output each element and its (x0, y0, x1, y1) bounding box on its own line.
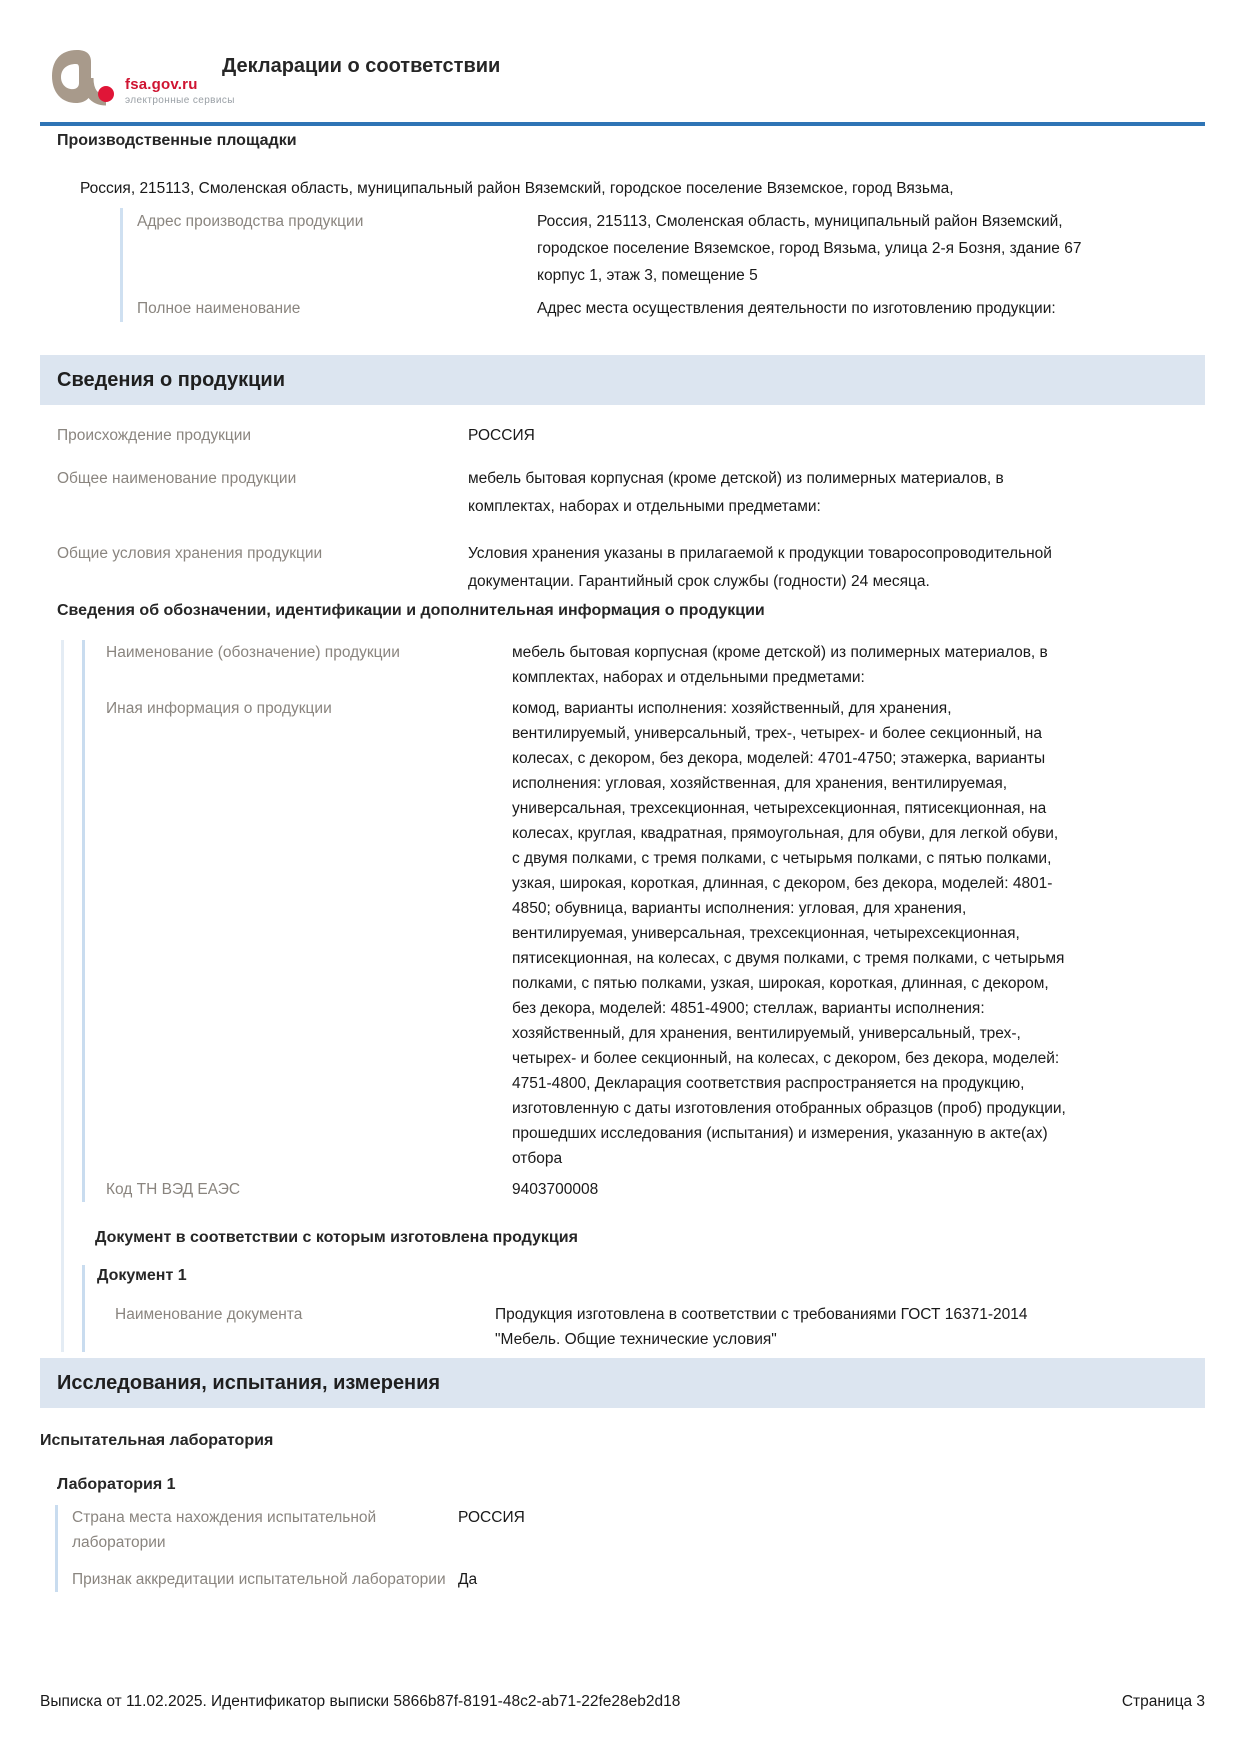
page-title: Декларации о соответствии (222, 55, 501, 77)
extract-info: Выписка от 11.02.2025. Идентификатор выписки 5866b87f-8191-48c2-ab71-22fe28eb2d18 (40, 1693, 681, 1710)
field-label: Общие условия хранения продукции (57, 545, 323, 562)
designation-rail (61, 640, 1205, 1352)
production-site-fields (120, 208, 1120, 322)
field-label: Иная информация о продукции (106, 700, 332, 717)
subheading-designation-info: Сведения об обозначении, идентификации и дополнительная информация о продукции (57, 602, 765, 619)
section-bar-product-info: Сведения о продукции (40, 355, 1205, 405)
field-value: мебель бытовая корпусная (кроме детской) из полимерных материалов, в комплектах, наборах и отдельными предметами: (512, 644, 1048, 686)
field-full-name (137, 295, 1120, 322)
field-lab-country (72, 1505, 1018, 1555)
document-1-block (82, 1265, 1205, 1352)
page-header (40, 48, 1205, 106)
field-value: 9403700008 (512, 1181, 599, 1198)
field-storage-conditions (57, 540, 1075, 596)
field-document-name (97, 1302, 1075, 1352)
fsa-tagline-text: электронные сервисы (125, 95, 235, 106)
section-bar-research: Исследования, испытания, измерения (40, 1358, 1205, 1408)
field-value: Продукция изготовлена в соответствии с требованиями ГОСТ 16371-2014 "Мебель. Общие технические условия" (495, 1306, 1028, 1348)
fsa-logo (48, 48, 248, 106)
field-value: РОССИЯ (468, 427, 535, 444)
production-site-intro-value: Россия, 215113, Смоленская область, муниципальный район Вяземский, городское поселение Вяземское, город Вязьма, (80, 180, 954, 197)
section-heading-production-sites: Производственные площадки (57, 132, 297, 149)
laboratory-1-title: Лаборатория 1 (57, 1476, 176, 1493)
field-tnved-code (106, 1177, 1066, 1202)
field-value: Адрес места осуществления деятельности по изготовлению продукции: (537, 300, 1056, 317)
fsa-logo-icon (48, 48, 116, 106)
field-value: РОССИЯ (458, 1509, 525, 1526)
field-label: Адрес производства продукции (137, 213, 364, 230)
field-value: Россия, 215113, Смоленская область, муниципальный район Вяземский, городское поселение Вяземское, город Вязьма, улица 2-я Бозня, здание 67 корпус 1, этаж 3, помещение 5 (537, 213, 1082, 284)
field-other-product-info (106, 696, 1066, 1171)
field-value: Да (458, 1571, 478, 1588)
field-product-common-name (57, 465, 1075, 521)
field-label: Наименование (обозначение) продукции (106, 644, 400, 661)
field-lab-accreditation (72, 1567, 1018, 1592)
laboratory-1-fields (55, 1505, 1018, 1592)
header-divider (40, 122, 1205, 126)
subheading-manufacturing-document: Документ в соответствии с которым изготовлена продукция (95, 1229, 578, 1246)
field-value: комод, варианты исполнения: хозяйственный, для хранения, вентилируемый, универсальный, трех-, четырех- и более секционный, на колесах, с декором, без декора, моделей: 4701-4750; этажерка, варианты исполнения: угловая, хозяйственная, для хранения, вентилируемая, универсальная, трехсекционная, четырехсекционная, пятисекционная, на колесах, круглая, квадратная, прямоугольная, для обуви, для легкой обуви, с двумя полками, с тремя полками, с четырьмя полками, с пятью полками, узкая, широкая, короткая, длинная, с декором, без декора, моделей: 4801-4850; обувница, варианты исполнения: угловая, для хранения, вентилируемая, универсальная, трехсекционная, четырехсекционная, пятисекционная, на колесах, с двумя полками, с тремя полками, с четырьмя полками, с пятью полками, узкая, широкая, короткая, длинная, с декором, без декора, моделей: 4851-4900; стеллаж, варианты исполнения: хозяйственный, для хранения, вентилируемый, универсальный, трех-, четырех- и более секционный, на колесах, с декором, без декора, моделей: 4751-4800, Декларация соответствия распространяется на продукцию, изготовленную с даты изготовления отобранных образцов (проб) продукции, прошедших исследования (испытания) и измерения, указанную в акте(ах) отбора (512, 700, 1066, 1167)
subheading-testing-laboratory: Испытательная лаборатория (40, 1432, 274, 1449)
document-1-title: Документ 1 (97, 1267, 187, 1284)
field-product-designation (106, 640, 1066, 690)
field-production-address (137, 208, 1120, 289)
field-value: мебель бытовая корпусная (кроме детской) из полимерных материалов, в комплектах, наборах и отдельными предметами: (468, 470, 1004, 515)
field-label: Полное наименование (137, 300, 301, 317)
field-label: Общее наименование продукции (57, 470, 297, 487)
field-product-origin (57, 422, 1075, 450)
field-label: Код ТН ВЭД ЕАЭС (106, 1181, 241, 1198)
field-label: Происхождение продукции (57, 427, 252, 444)
page-number: Страница 3 (1121, 1693, 1205, 1710)
field-value: Условия хранения указаны в прилагаемой к продукции товаросопроводительной документации. Гарантийный срок службы (годности) 24 месяца. (468, 545, 1052, 590)
page-footer (40, 1693, 1205, 1711)
product-info-fields (57, 422, 1075, 596)
field-label: Признак аккредитации испытательной лаборатории (72, 1571, 446, 1588)
designation-fields (82, 640, 1066, 1202)
field-label: Наименование документа (115, 1306, 303, 1323)
field-label: Страна места нахождения испытательной лаборатории (72, 1509, 377, 1551)
fsa-brand-text: fsa.gov.ru (125, 76, 198, 93)
